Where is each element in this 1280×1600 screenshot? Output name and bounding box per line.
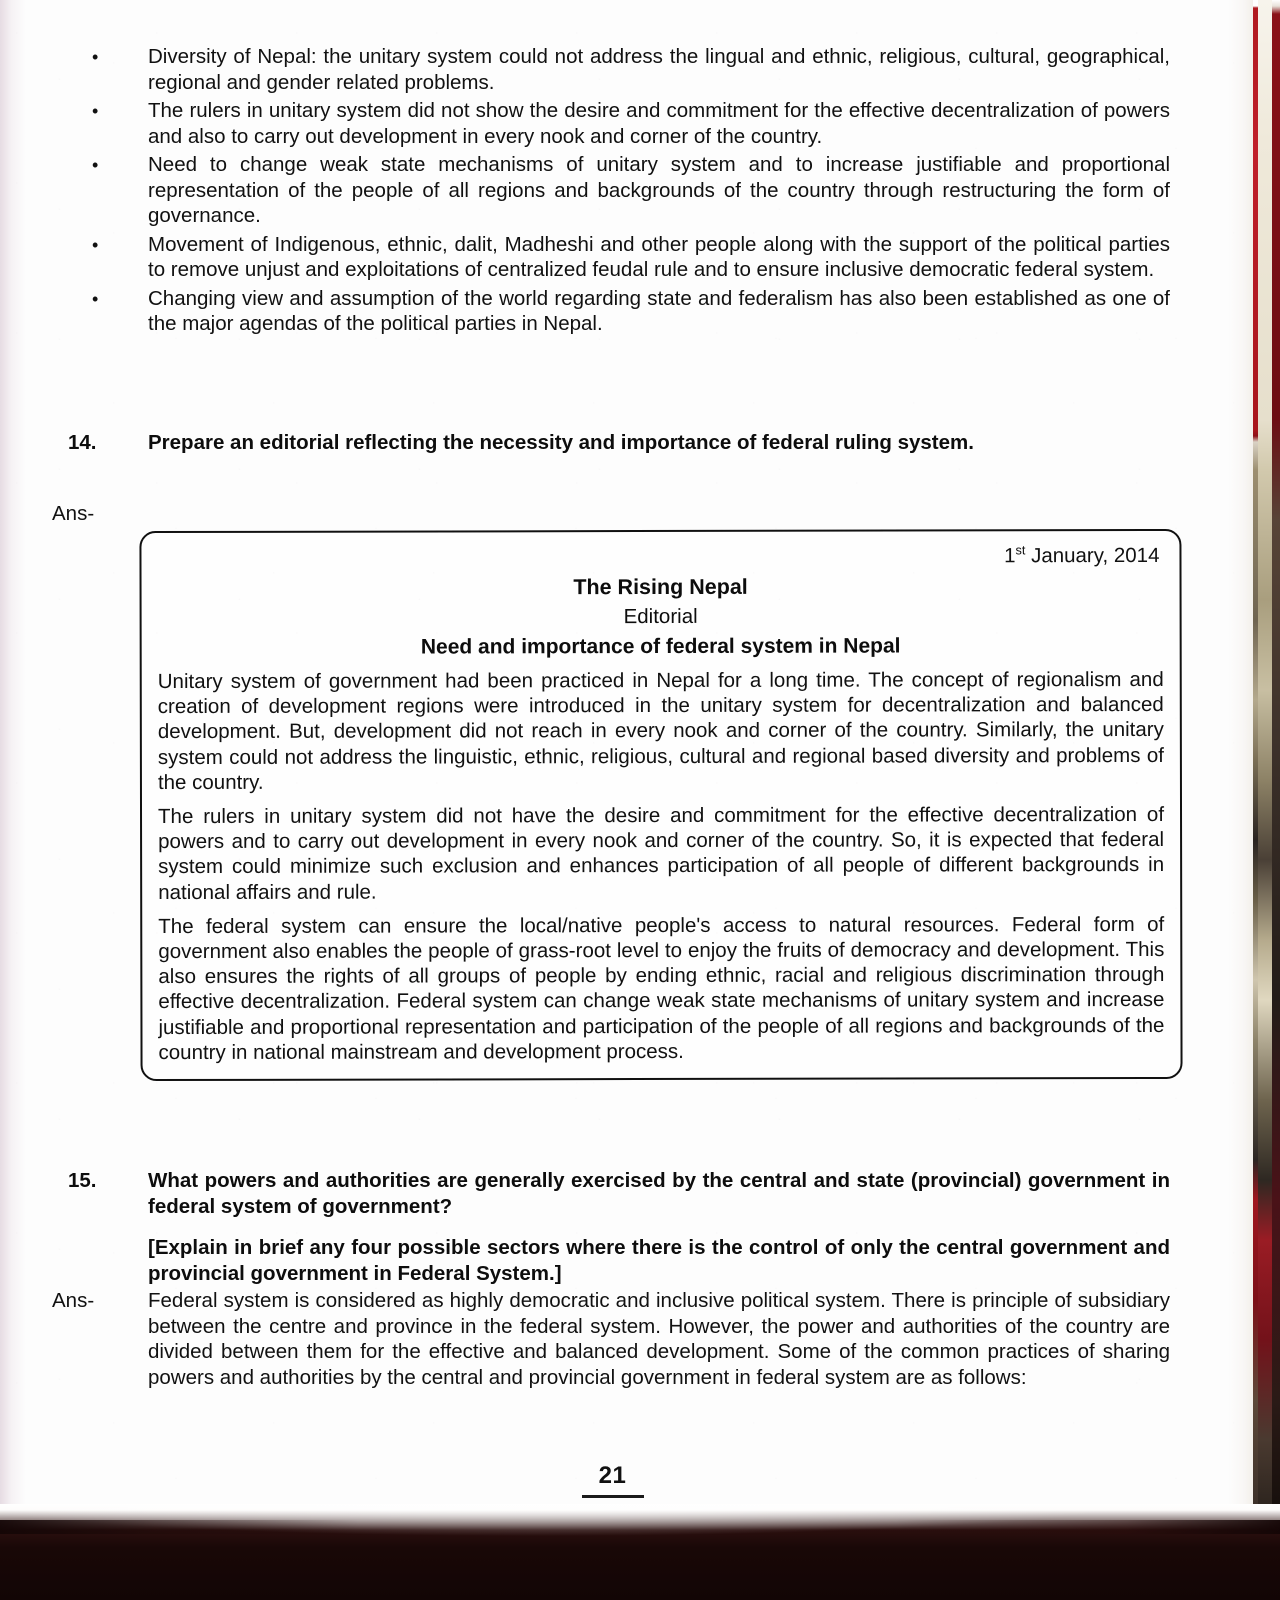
- editorial-date: [157, 543, 1159, 571]
- question-15: [40, 1168, 1170, 1286]
- editorial-clipping-box: [139, 529, 1182, 1081]
- bullet-icon: •: [92, 101, 99, 121]
- editorial-masthead: The Rising Nepal: [573, 574, 748, 600]
- editorial-date-ordinal: st: [1015, 542, 1026, 558]
- book-edge-dark-line: [1272, 0, 1280, 1512]
- list-item: [80, 286, 1170, 337]
- list-item: [80, 152, 1170, 229]
- page-number: 21: [598, 1462, 627, 1489]
- list-item-text: The rulers in unitary system did not show the desire and commitment for the effective decentralization of powers and also to carry out development in every nook and corner of the country.: [148, 99, 1170, 148]
- editorial-headline: Need and importance of federal system in Nepal: [420, 634, 901, 659]
- list-item: [80, 98, 1170, 149]
- question-15-answer-text: Federal system is considered as highly democratic and inclusive political system. There is principle of subsidiary between the centre and province in the federal system. However, the power and authorities of the country are divided between them for the effective and balanced development. Some of the common practices of sharing powers and authorities by the central and provincial government in federal system are as follows:: [148, 1289, 1170, 1389]
- question-15-bracket-row: [40, 1235, 1170, 1286]
- bullet-icon: •: [92, 47, 99, 67]
- book-edge-cream: [1258, 0, 1272, 1512]
- intro-bullet-list: [80, 44, 1170, 340]
- question-14-prompt: Prepare an editorial reflecting the necessity and importance of federal ruling system.: [148, 431, 974, 454]
- list-item: [80, 44, 1170, 95]
- editorial-kicker: Editorial: [623, 604, 698, 629]
- page-number-rule: [582, 1495, 644, 1498]
- list-item: [80, 232, 1170, 283]
- scan-bottom-shadow: [0, 1504, 1280, 1600]
- editorial-paragraph: Unitary system of government had been practiced in Nepal for a long time. The concept of regionalism and creation of development regions were introduced in the unitary system for decentralization and balanced development. But, development did not reach in every nook and corner of the country. Similarly, the unitary system could not address the linguistic, ethnic, religious, cultural and regional based diversity and problems of the country.: [157, 667, 1164, 794]
- editorial-date-day: 1: [1004, 544, 1016, 568]
- question-15-row: [40, 1168, 1170, 1219]
- question-14: [40, 430, 1170, 456]
- list-item-text: Diversity of Nepal: the unitary system could not address the lingual and ethnic, religious, cultural, geographical, regional and gender related problems.: [148, 45, 1170, 94]
- question-14-answer-label: Ans-: [52, 502, 95, 525]
- list-item-text: Changing view and assumption of the world regarding state and federalism has also been established as one of the major agendas of the political parties in Nepal.: [148, 286, 1170, 335]
- question-14-row: [40, 430, 1170, 456]
- question-15-bracket-note: [Explain in brief any four possible sectors where there is the control of only the central government and provincial government in Federal System.]: [148, 1236, 1170, 1285]
- book-edge-artifact: [1228, 0, 1280, 1512]
- book-edge-red-line: [1253, 0, 1258, 1512]
- editorial-date-rest: January, 2014: [1025, 543, 1160, 568]
- question-15-prompt: What powers and authorities are generally exercised by the central and state (provincial) government in federal system of government?: [148, 1169, 1170, 1218]
- question-15-answer-label: Ans-: [52, 1289, 95, 1312]
- editorial-paragraph: The rulers in unitary system did not have the desire and commitment for the effective decentralization of powers and to carry out development in every nook and corner of the country. So, it is expected that federal system could minimize such exclusion and enhances participation of all people of different backgrounds in national affairs and rule.: [157, 802, 1165, 904]
- bullet-icon: •: [92, 234, 99, 255]
- bullet-icon: •: [92, 155, 99, 175]
- book-edge-white: [1228, 0, 1254, 1512]
- question-15-answer-row: [40, 1288, 1170, 1390]
- page-footer: [0, 1462, 1225, 1498]
- question-15-number: 15.: [68, 1169, 97, 1192]
- list-item-text: Movement of Indigenous, ethnic, dalit, Madheshi and other people along with the support of the political parties to remove unjust and exploitations of centralized feudal rule and to ensure inclusive democratic federal system.: [148, 232, 1170, 281]
- editorial-paragraph: The federal system can ensure the local/native people's access to natural resources. Federal form of government also enables the people of grass-root level to enjoy the fruits of democracy and development. This also ensures the rights of all groups of people by ending ethnic, racial and religious discrimination through effective decentralization. Federal system can change weak state mechanisms of unitary system and increase justifiable and proportional representation and participation of the people of all regions and backgrounds of the country in national mainstream and development process.: [158, 912, 1165, 1064]
- question-15-answer: [40, 1288, 1170, 1390]
- bullet-icon: •: [92, 288, 99, 309]
- list-item-text: Need to change weak state mechanisms of unitary system and to increase justifiable and proportional representation of the people of all regions and backgrounds of the country through restructuring the form of governance.: [148, 153, 1170, 227]
- question-14-number: 14.: [68, 431, 97, 454]
